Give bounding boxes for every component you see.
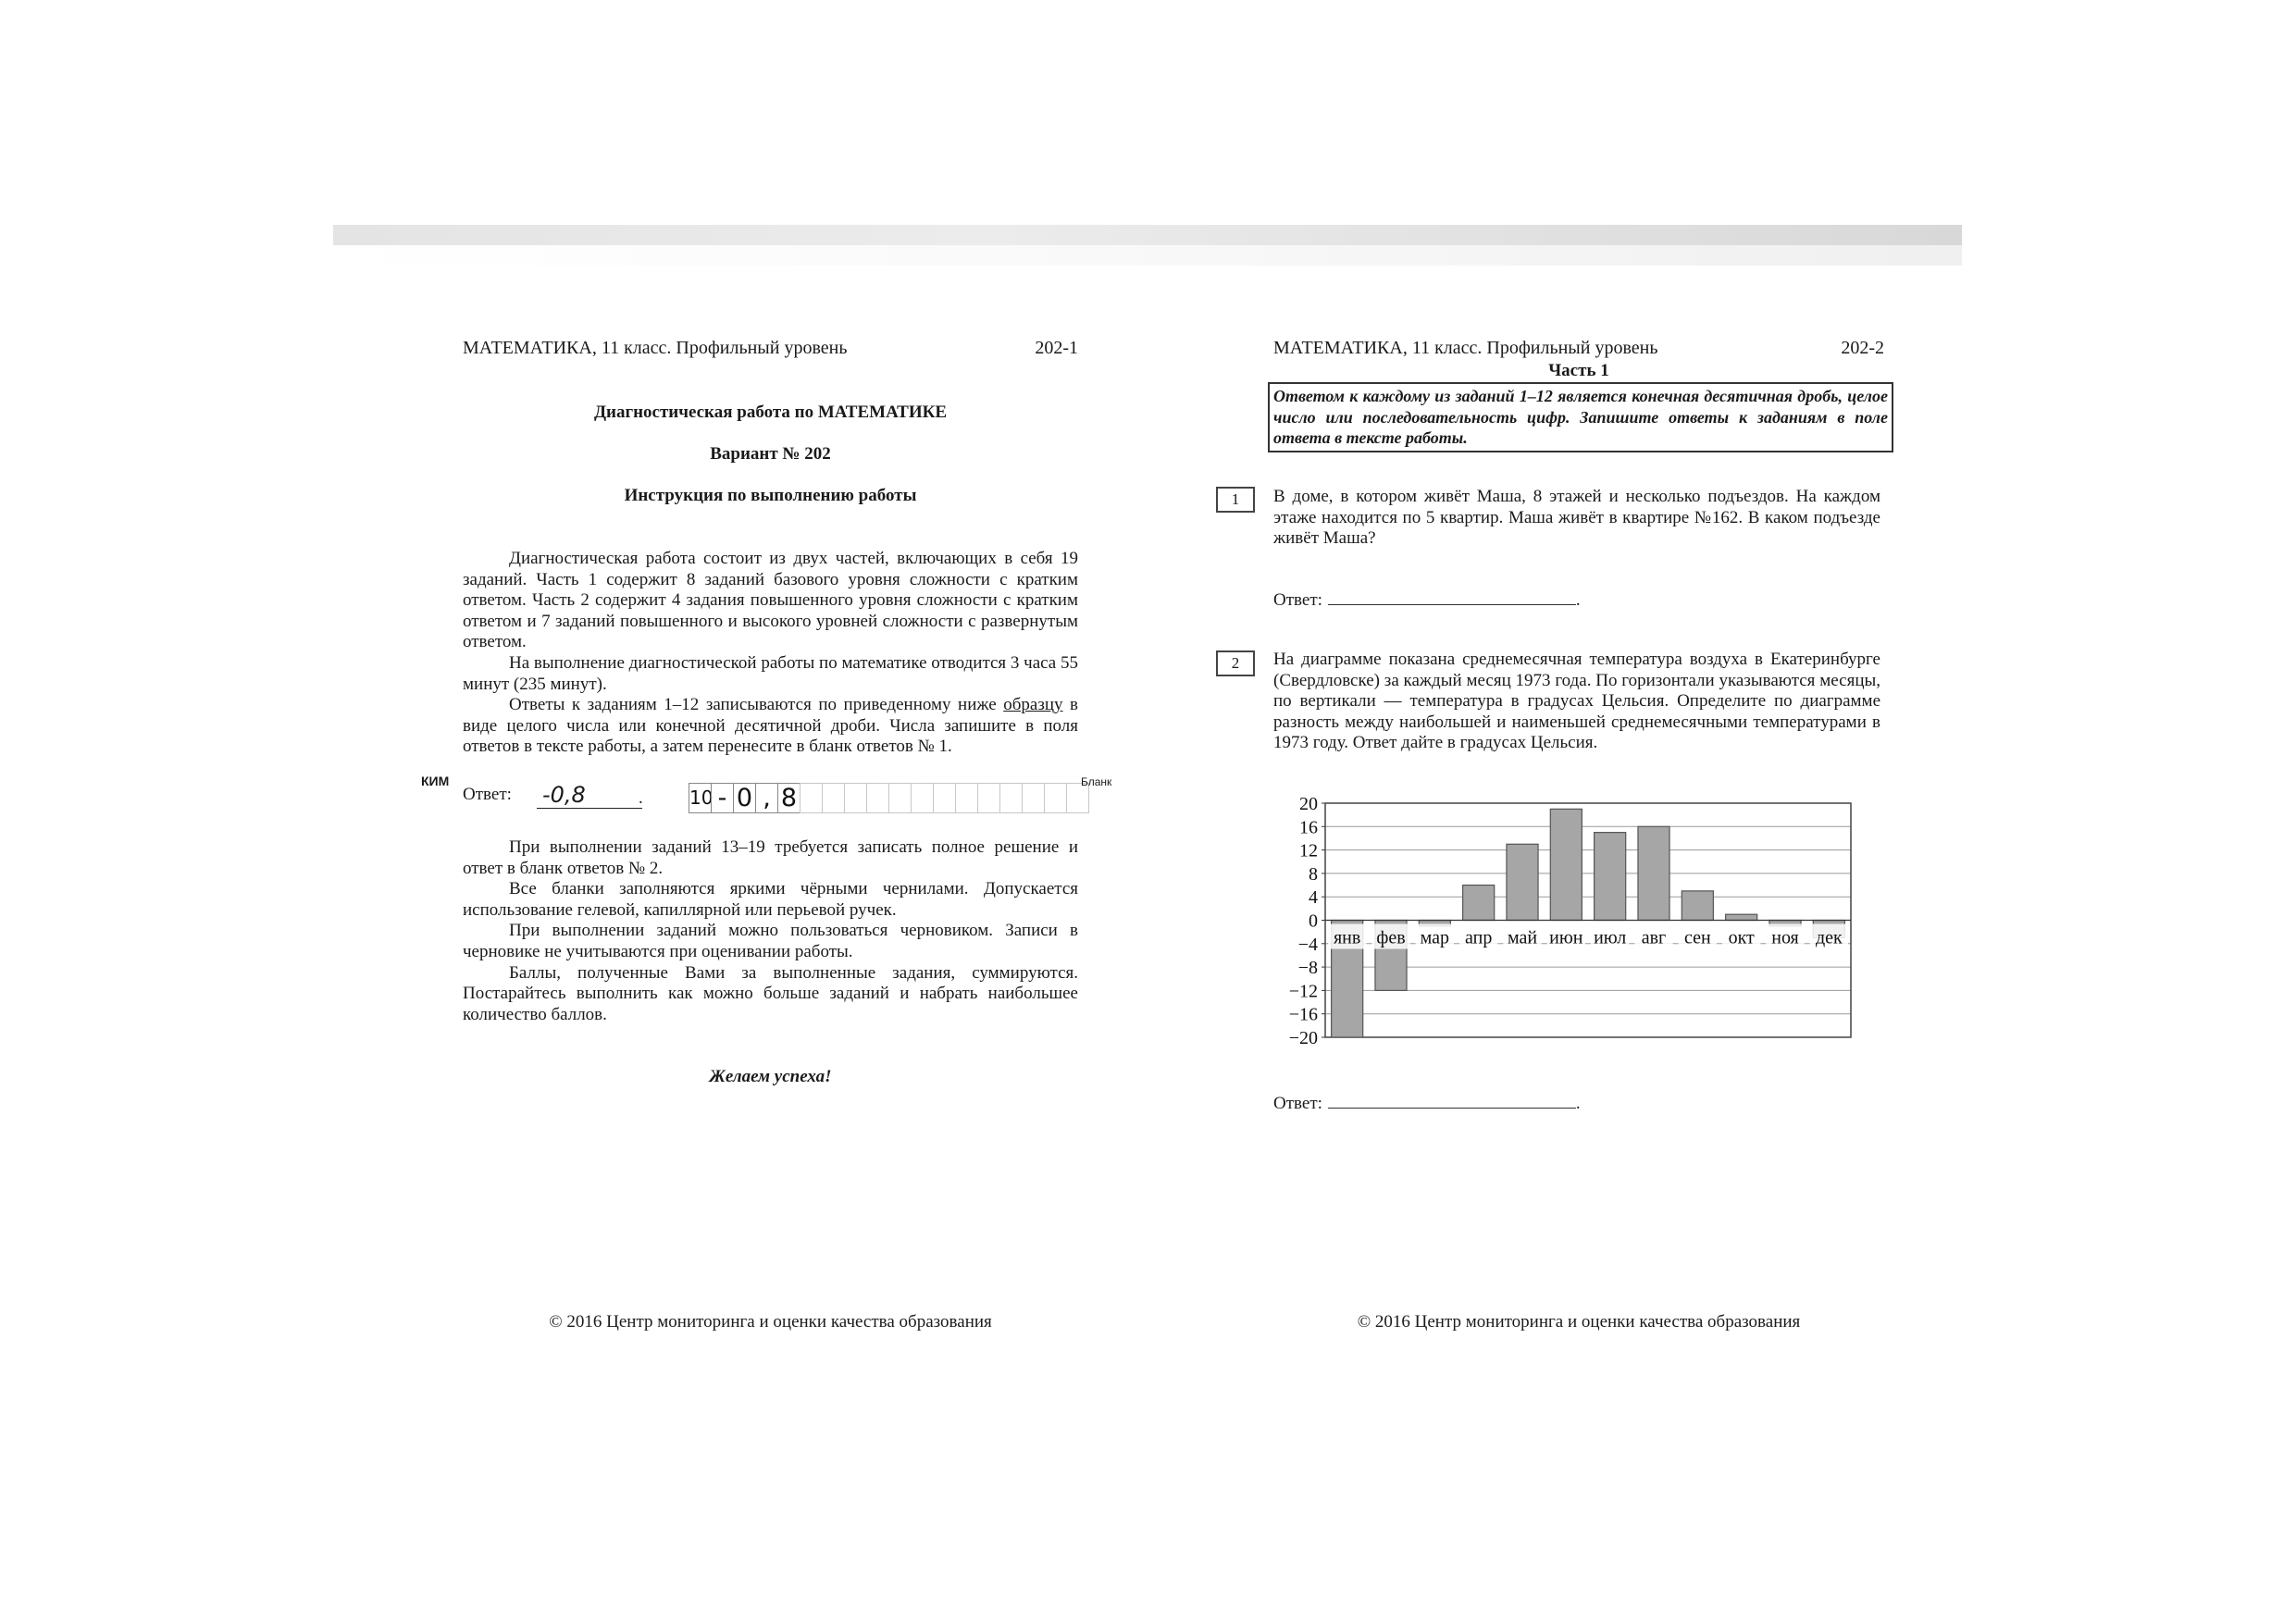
answer-blank-cells: [689, 783, 1089, 813]
x-category-label: окт: [1728, 927, 1755, 948]
y-tick-label: 0: [1309, 911, 1318, 932]
y-tick-label: −8: [1297, 958, 1318, 979]
blank-cell: [1022, 783, 1044, 813]
x-category-label: ноя: [1771, 927, 1799, 948]
x-category-label: сен: [1683, 927, 1711, 948]
blank-cell: [822, 783, 844, 813]
y-tick-label: 8: [1309, 863, 1318, 885]
instruction-box: Ответом к каждому из заданий 1–12 является конечная десятичная дробь, целое число или последовательность цифр. Запишите ответы к заданиям в поле ответа в тексте работы.: [1268, 382, 1893, 452]
y-tick-label: −12: [1288, 981, 1318, 1002]
blank-cell: [977, 783, 999, 813]
x-category-label: фев: [1376, 927, 1406, 948]
x-category-label: янв: [1333, 927, 1361, 948]
bar: [1507, 844, 1538, 920]
answer-dot: .: [1575, 590, 1581, 610]
blank-cell: [888, 783, 911, 813]
header-subject: МАТЕМАТИКА, 11 класс. Профильный уровень: [463, 338, 848, 358]
paragraph: Диагностическая работа состоит из двух частей, включающих в себя 19 заданий. Часть 1 содержит 8 заданий базового уровня сложности с кратким ответом. Часть 2 содержит 4 задания повышенного уровня сложности с кратким ответом и 7 заданий повышенного и высокого уровней сложности с развернутым ответом.: [463, 549, 1078, 652]
instructions-text-2: [463, 837, 1078, 1025]
instructions-heading: Инструкция по выполнению работы: [624, 486, 917, 505]
temperature-bar-chart: [1273, 794, 1866, 1044]
blank-cell: ,: [755, 783, 777, 813]
blank-cell: [800, 783, 822, 813]
task-number-box: 2: [1216, 650, 1255, 676]
x-category-label: апр: [1465, 927, 1493, 948]
bar: [1726, 914, 1757, 920]
document-title: Диагностическая работа по МАТЕМАТИКЕ: [593, 403, 948, 422]
blank-cell: -: [711, 783, 733, 813]
x-category-label: июл: [1594, 927, 1627, 948]
bar: [1595, 833, 1626, 921]
y-tick-label: 12: [1299, 840, 1318, 861]
paragraph: На выполнение диагностической работы по математике отводится 3 часа 55 минут (235 минут).: [463, 652, 1078, 694]
bar: [1682, 891, 1713, 921]
blank-cell: [933, 783, 955, 813]
paragraph: Все бланки заполняются яркими чёрными чернилами. Допускается использование гелевой, капиллярной или перьевой ручек.: [463, 879, 1078, 920]
x-category-label: дек: [1815, 927, 1843, 948]
kim-label: КИМ: [421, 774, 450, 788]
handwritten-answer: -0,8: [537, 782, 642, 809]
y-tick-label: 20: [1299, 794, 1318, 814]
paragraph: При выполнении заданий можно пользоваться черновиком. Записи в черновике не учитываются при оценивании работы.: [463, 921, 1078, 961]
blank-cell: 10: [689, 783, 711, 813]
task-1-text: В доме, в котором живёт Маша, 8 этажей и несколько подъездов. На каждом этаже находится по 5 квартир. Маша живёт в квартире №162. В каком подъезде живёт Маша?: [1273, 487, 1880, 549]
part-title: Часть 1: [1548, 361, 1609, 380]
header-code: 202-1: [1035, 338, 1078, 358]
sample-link: образцу: [1003, 695, 1063, 715]
y-tick-label: −20: [1288, 1028, 1318, 1044]
bar: [1463, 886, 1495, 921]
y-tick-label: 16: [1299, 817, 1318, 838]
paragraph: Ответы к заданиям 1–12 записываются по приведенному ниже образцу в виде целого числа или конечной десятичной дроби. Числа запишите в поля ответов в тексте работы, а затем перенесите в бланк ответов № 1.: [463, 695, 1079, 757]
page-footer: © 2016 Центр мониторинга и оценки качества образования: [1357, 1312, 1801, 1332]
blank-cell: [955, 783, 977, 813]
task-2-answer: [1273, 1093, 1581, 1114]
instructions-text: [463, 549, 1078, 758]
x-category-label: мар: [1420, 927, 1450, 948]
blank-cell: [911, 783, 933, 813]
blank-cell: [999, 783, 1022, 813]
blank-cell: [866, 783, 888, 813]
blank-cell: [1044, 783, 1066, 813]
blank-label: Бланк: [1081, 775, 1112, 788]
x-category-label: май: [1507, 927, 1538, 948]
header-code: 202-2: [1841, 338, 1884, 358]
paragraph: При выполнении заданий 13–19 требуется записать полное решение и ответ в бланк ответов № 2.: [463, 837, 1078, 878]
task-1-answer: [1273, 589, 1581, 611]
blank-cell: [844, 783, 866, 813]
blank-cell: 0: [733, 783, 755, 813]
page-footer: © 2016 Центр мониторинга и оценки качества образования: [549, 1312, 992, 1332]
y-tick-label: −16: [1288, 1004, 1318, 1025]
y-tick-label: 4: [1309, 887, 1318, 909]
answer-line[interactable]: [1328, 589, 1576, 605]
bar: [1550, 809, 1582, 920]
paragraph: Баллы, полученные Вами за выполненные задания, суммируются. Постарайтесь выполнить как можно больше заданий и набрать наибольшее количество баллов.: [463, 962, 1078, 1024]
good-luck-text: Желаем успеха!: [709, 1067, 832, 1086]
answer-line[interactable]: [1328, 1093, 1576, 1109]
y-tick-label: −4: [1297, 934, 1318, 955]
answer-dot: .: [1575, 1094, 1581, 1113]
header-subject: МАТЕМАТИКА, 11 класс. Профильный уровень: [1273, 338, 1658, 358]
sample-answer-label: Ответ:: [463, 785, 512, 804]
answer-label: Ответ:: [1273, 590, 1322, 610]
variant-number: Вариант № 202: [710, 444, 831, 464]
answer-label: Ответ:: [1273, 1094, 1322, 1113]
page-header: [463, 338, 1078, 359]
bar: [1638, 826, 1669, 920]
answer-dot: .: [639, 788, 643, 808]
task-number-box: 1: [1216, 487, 1255, 513]
x-category-label: июн: [1549, 927, 1583, 948]
page-header: [1273, 338, 1884, 359]
x-category-label: авг: [1641, 927, 1667, 948]
blank-cell: 8: [777, 783, 800, 813]
task-2-text: На диаграмме показана среднемесячная температура воздуха в Екатеринбурге (Свердловске) за каждый месяц 1973 года. По горизонтали указываются месяцы, по вертикали — температура в градусах Цельсия. Определите по диаграмме разность между наибольшей и наименьшей среднемесячными температурами в 1973 году. Ответ дайте в градусах Цельсия.: [1273, 650, 1880, 753]
